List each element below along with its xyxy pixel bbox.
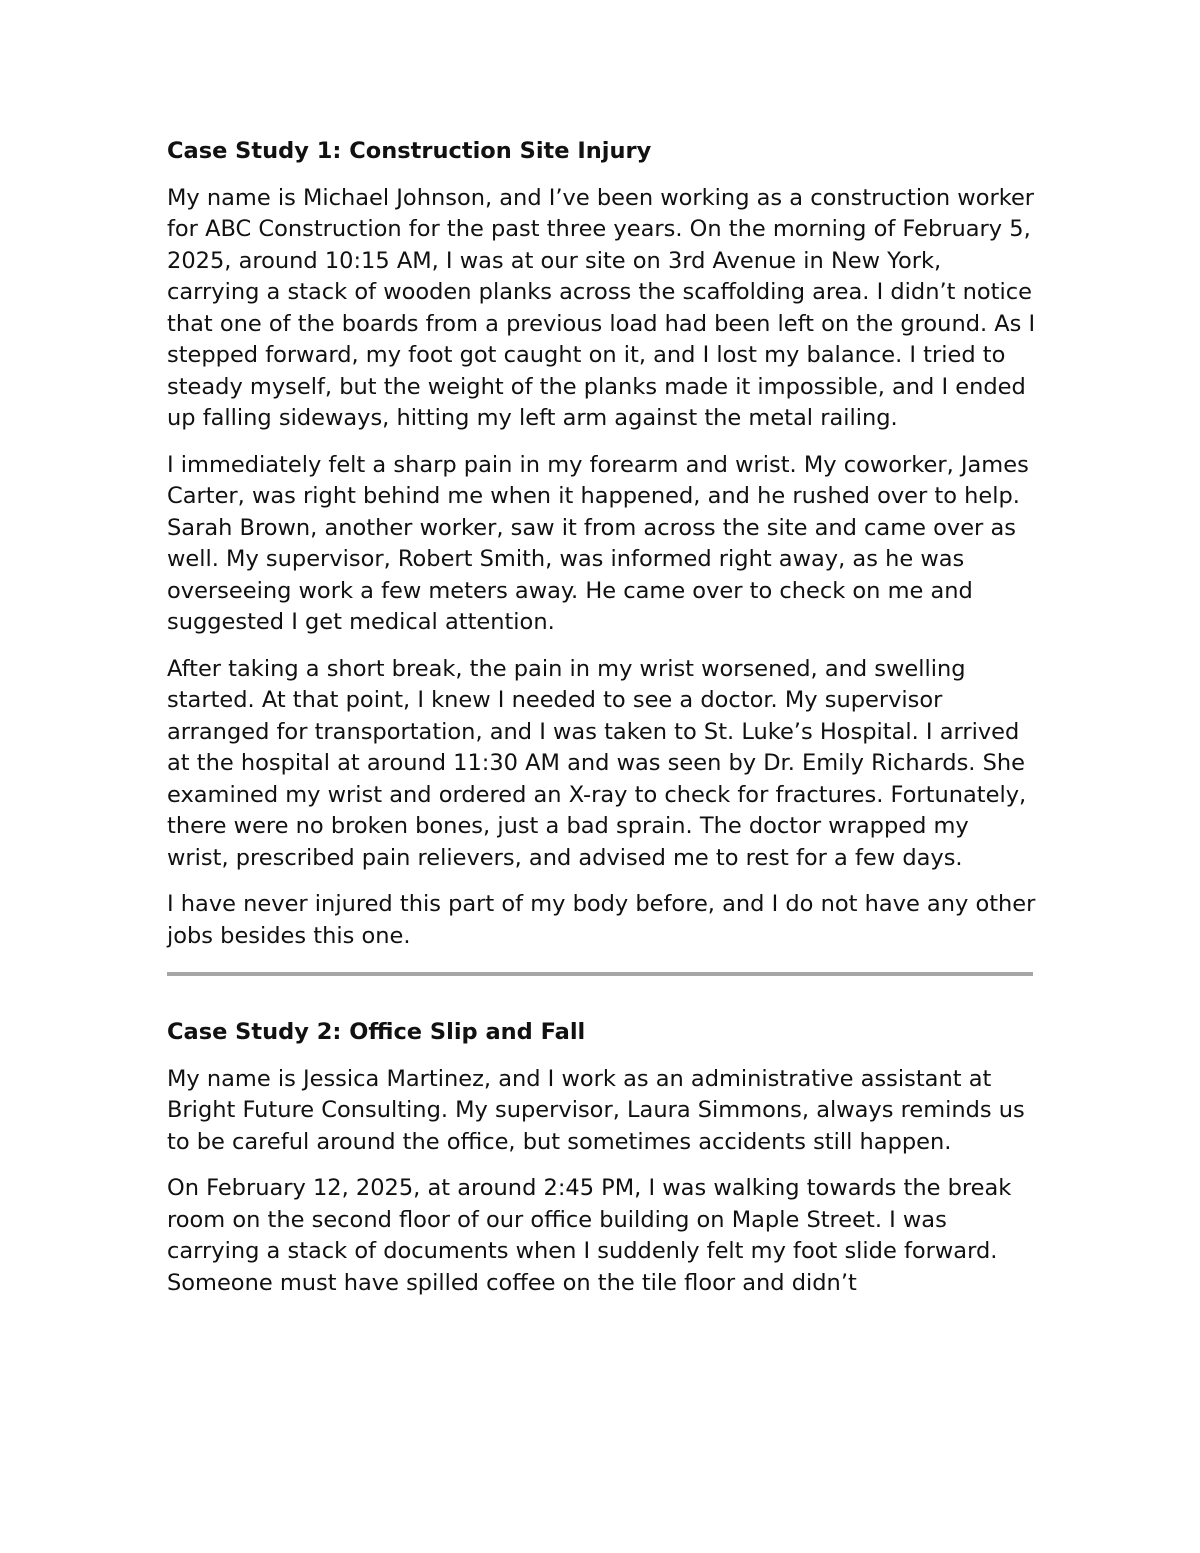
case-study-2 [167,1017,1037,1299]
case-study-1-paragraph-2: I immediately felt a sharp pain in my forearm and wrist. My coworker, James Carter, was right behind me when it happened, and he rushed over to help. Sarah Brown, another worker, saw it from across the site and came over as well. My supervisor, Robert Smith, was informed right away, as he was overseeing work a few meters away. He came over to check on me and suggested I get medical attention. [167,451,1029,635]
case-study-1-paragraph-1: My name is Michael Johnson, and I’ve been working as a construction worker for ABC Construction for the past three years. On the morning of February 5, 2025, around 10:15 AM, I was at our site on 3rd Avenue in New York, carrying a stack of wooden planks across the scaffolding area. I didn’t notice that one of the boards from a previous load had been left on the ground. As I stepped forward, my foot got caught on it, and I lost my balance. I tried to steady myself, but the weight of the planks made it impossible, and I ended up falling sideways, hitting my left arm against the metal railing. [167,184,1036,431]
case-study-1 [167,136,1037,952]
section-divider [167,972,1033,976]
case-study-2-paragraph-1: My name is Jessica Martinez, and I work as an administrative assistant at Bright Future Consulting. My supervisor, Laura Simmons, always reminds us to be careful around the office, but sometimes accidents still happen. [167,1065,1025,1155]
case-study-2-paragraph-2: On February 12, 2025, at around 2:45 PM, I was walking towards the break room on the second floor of our office building on Maple Street. I was carrying a stack of documents when I suddenly felt my foot slide forward. Someone must have spilled coffee on the tile floor and didn’t [167,1175,1012,1296]
case-study-2-title: Case Study 2: Office Slip and Fall [167,1019,586,1045]
document-body [167,136,1037,1314]
case-study-1-paragraph-3: After taking a short break, the pain in my wrist worsened, and swelling started. At that point, I knew I needed to see a doctor. My supervisor arranged for transportation, and I was taken to St. Luke’s Hospital. I arrived at the hospital at around 11:30 AM and was seen by Dr. Emily Richards. She examined my wrist and ordered an X-ray to check for fractures. Fortunately, there were no broken bones, just a bad sprain. The doctor wrapped my wrist, prescribed pain relievers, and advised me to rest for a few days. [167,655,1027,871]
case-study-1-paragraph-4: I have never injured this part of my body before, and I do not have any other jobs besides this one. [167,891,1036,949]
case-study-1-title: Case Study 1: Construction Site Injury [167,138,652,164]
